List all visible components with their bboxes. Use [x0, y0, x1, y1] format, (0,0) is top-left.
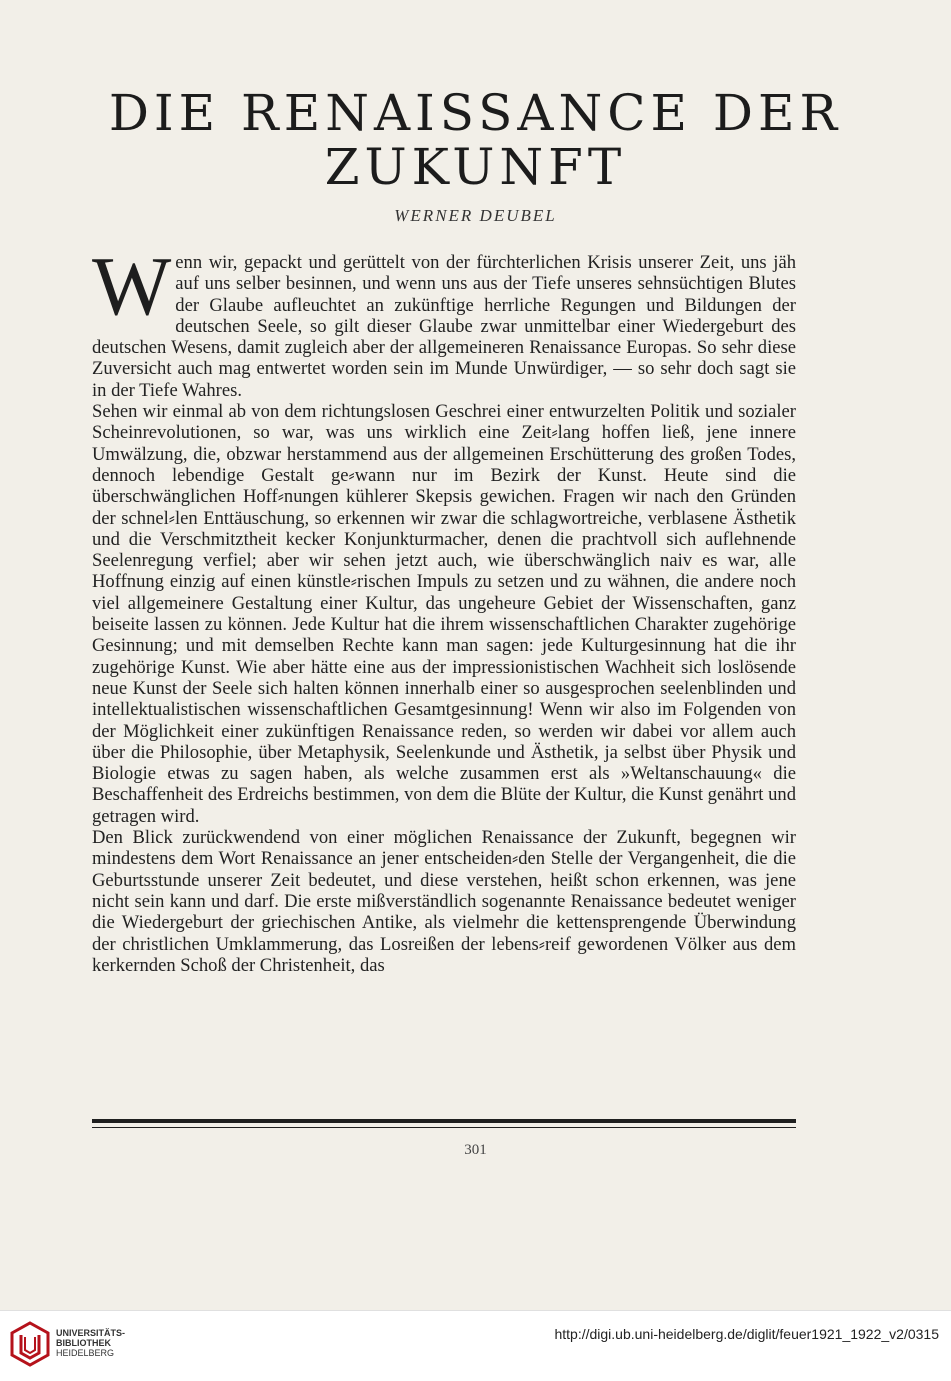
paragraph-1 [92, 240, 796, 401]
paragraph-1-text: enn wir, gepackt und gerüttelt von der fürchterlichen Krisis unserer Zeit, uns jäh auf uns selber besinnen, und wenn uns aus der Tiefe unseres sehnsüchtigen Blutes der Glaube aufleuchtet an zukünftige herrliche Regungen und Bildungen der deutschen Seele, so gilt dieser Glaube zwar unmittelbar einer Wiedergeburt des deutschen Wesens, damit zugleich aber der allgemeineren Renaissance Europas. So sehr diese Zuversicht auch mag entwertet worden sein im Munde Unwürdiger, — so sehr doch sagt sie in der Tiefe Wahres. [92, 252, 796, 401]
library-logo-icon[interactable] [10, 1321, 50, 1372]
paragraph-3: Den Blick zurückwendend von einer möglichen Renaissance der Zukunft, begegnen wir mindestens dem Wort Renaissance an jener entscheiden⸗den Stelle der Vergangenheit, die die Geburtsstunde unserer Zeit bedeutet, und diese verstehen, heißt schon erkennen, was jene nicht sein kann und darf. Die erste mißverständlich sogenannte Renaissance bedeutet weniger die Wiedergeburt der griechischen Antike, als vielmehr die kettensprengende Überwindung der christlichen Umklammerung, das Losreißen der lebens⸗reif gewordenen Völker aus dem kerkernden Schoß der Christenheit, das [92, 827, 796, 976]
library-name-line-2: BIBLIOTHEK [56, 1338, 111, 1348]
drop-cap: W [92, 240, 172, 333]
article-title-line-2: ZUKUNFT [324, 138, 627, 196]
source-url-link[interactable]: http://digi.ub.uni-heidelberg.de/diglit/feuer1921_1922_v2/0315 [554, 1326, 939, 1342]
library-name [56, 1328, 125, 1358]
library-name-line-3: HEIDELBERG [56, 1348, 115, 1358]
article-title-line-1: DIE RENAISSANCE DER [108, 84, 843, 142]
footer-rule-thin [92, 1127, 796, 1128]
author-name: WERNER DEUBEL [394, 206, 557, 225]
article-body [92, 240, 796, 976]
paragraph-2: Sehen wir einmal ab von dem richtungslosen Geschrei einer entwurzelten Politik und sozialer Scheinrevolutionen, so war, was uns wirklich eine Zeit⸗lang hoffen ließ, jene innere Umwälzung, die, obzwar herstammend aus der allgemeinen Erschütterung des großen Todes, dennoch lebendige Gestalt ge⸗wann nur im Bezirk der Kunst. Heute sind die überschwänglichen Hoff⸗nungen kühlerer Skepsis gewichen. Fragen wir nach den Gründen der schnel⸗len Enttäuschung, so erkennen wir zwar die schlagwortreiche, verblasene Ästhetik und die Verschmitztheit kecker Konjunkturmacher, denen die prachtvoll sich auflehnende Seelenregung verfiel; aber wir sehen jetzt auch, wie überschwänglich naiv es war, alle Hoffnung einzig auf einen künstle⸗rischen Impuls zu setzen und zu wähnen, die andere noch viel allgemeinere Gestaltung einer Kultur, das ungeheure Gebiet der Wissenschaften, ganz beiseite lassen zu können. Jede Kultur hat die ihrem wissenschaftlichen Charakter zugehörige Gesinnung; und mit demselben Rechte kann man sagen: jede Kulturgesinnung hat die ihr zugehörige Kunst. Wie aber hätte eine aus der impressionistischen Wachheit sich loslösende neue Kunst der Seele sich halten können innerhalb einer so ausgesprochen seelenblinden und intellektualistischen wissenschaftlichen Gesamtgesinnung! Wenn wir also im Folgenden von der Möglichkeit einer zukünftigen Renaissance reden, so werden wir dabei vor allem auch über die Philosophie, über Metaphysik, Seelenkunde und Ästhetik, ja selbst über Physik und Biologie etwas zu sagen haben, als welche zusammen erst als »Weltanschauung« die Beschaffenheit des Erdreichs bestimmen, von dem die Blüte der Kultur, die Kunst genährt und getragen wird. [92, 401, 796, 827]
footer-rule-thick [92, 1119, 796, 1123]
library-footer [0, 1310, 951, 1381]
page-number: 301 [464, 1142, 487, 1158]
library-name-line-1: UNIVERSITÄTS- [56, 1328, 126, 1338]
